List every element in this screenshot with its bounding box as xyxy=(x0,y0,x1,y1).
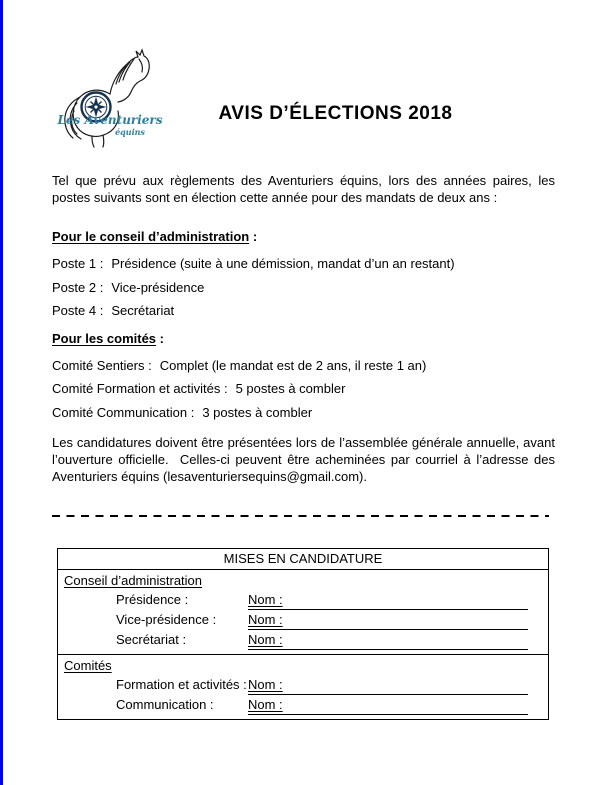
row-label: Vice-présidence : xyxy=(116,612,217,627)
comites-list xyxy=(52,354,555,425)
form-section-comites xyxy=(58,654,548,719)
dashed-separator xyxy=(52,515,549,517)
name-field-label: Nom : xyxy=(248,592,283,607)
committee-status: 3 postes à combler xyxy=(202,404,313,420)
intro-paragraph: Tel que prévu aux règlements des Aventuriers équins, lors des années paires, les postes suivants sont en élection cette année pour des mandats de deux ans : xyxy=(52,173,559,205)
post-description: Présidence (suite à une démission, mandat d’un an restant) xyxy=(111,256,455,271)
left-blue-border xyxy=(0,0,3,785)
list-item xyxy=(52,401,555,425)
form-section-heading: Comités xyxy=(64,658,112,673)
form-row xyxy=(64,675,542,695)
row-label: Présidence : xyxy=(116,592,189,607)
list-item xyxy=(52,377,555,401)
name-input-line[interactable] xyxy=(248,612,528,630)
post-label: Poste 4 : xyxy=(52,303,104,318)
form-row xyxy=(64,610,542,630)
list-item xyxy=(52,276,555,300)
name-input-line[interactable] xyxy=(248,677,528,695)
committee-label: Comité Communication : xyxy=(52,404,195,420)
club-logo xyxy=(50,45,170,150)
committee-label: Comité Formation et activités : xyxy=(52,381,228,396)
committee-label: Comité Sentiers : xyxy=(52,357,152,373)
logo-text-line2: équins xyxy=(115,127,145,137)
row-label: Formation et activités : xyxy=(116,677,247,692)
post-description: Vice-présidence xyxy=(111,279,205,295)
closing-paragraph: Les candidatures doivent être présentées lors de l’assemblée générale annuelle, avant l’ouverture officielle. Celles-ci peuvent être acheminées par courriel à l’adresse des Aventuriers équins (lesaventuriersequins@gmail.com). xyxy=(52,435,559,484)
form-row xyxy=(64,630,542,650)
name-field-label: Nom : xyxy=(248,612,283,627)
document-body xyxy=(52,172,559,720)
section-heading-comites-colon: : xyxy=(156,330,164,346)
row-label: Secrétariat : xyxy=(116,632,187,647)
name-field-label: Nom : xyxy=(248,632,283,647)
name-field-label: Nom : xyxy=(248,697,283,712)
post-description: Secrétariat xyxy=(111,303,175,318)
conseil-post-list xyxy=(52,252,555,323)
name-input-line[interactable] xyxy=(248,697,528,715)
post-label: Poste 1 : xyxy=(52,256,104,271)
form-row xyxy=(64,590,542,610)
name-field-label: Nom : xyxy=(248,677,283,692)
list-item xyxy=(52,354,555,378)
form-row xyxy=(64,695,542,715)
post-label: Poste 2 : xyxy=(52,279,104,295)
section-heading-comites-text: Pour les comités xyxy=(52,330,157,346)
section-heading-conseil-colon: : xyxy=(249,229,258,244)
section-heading-conseil-text: Pour le conseil d’administration xyxy=(52,229,250,244)
committee-status: Complet (le mandat est de 2 ans, il reste 1 an) xyxy=(159,357,427,373)
list-item xyxy=(52,299,555,323)
candidature-form-table xyxy=(57,548,549,720)
form-section-heading: Conseil d’administration xyxy=(64,573,203,588)
name-input-line[interactable] xyxy=(248,632,528,650)
page-title: AVIS D’ÉLECTIONS 2018 xyxy=(218,103,453,124)
list-item xyxy=(52,252,555,276)
section-heading-conseil xyxy=(52,228,555,245)
committee-status: 5 postes à combler xyxy=(235,381,346,396)
name-input-line[interactable] xyxy=(248,592,528,610)
form-section-conseil xyxy=(58,570,548,654)
section-heading-comites xyxy=(52,330,555,347)
logo-text-line1: Les Aventuriers xyxy=(57,113,163,127)
row-label: Communication : xyxy=(116,697,214,712)
form-title: MISES EN CANDIDATURE xyxy=(58,549,548,570)
